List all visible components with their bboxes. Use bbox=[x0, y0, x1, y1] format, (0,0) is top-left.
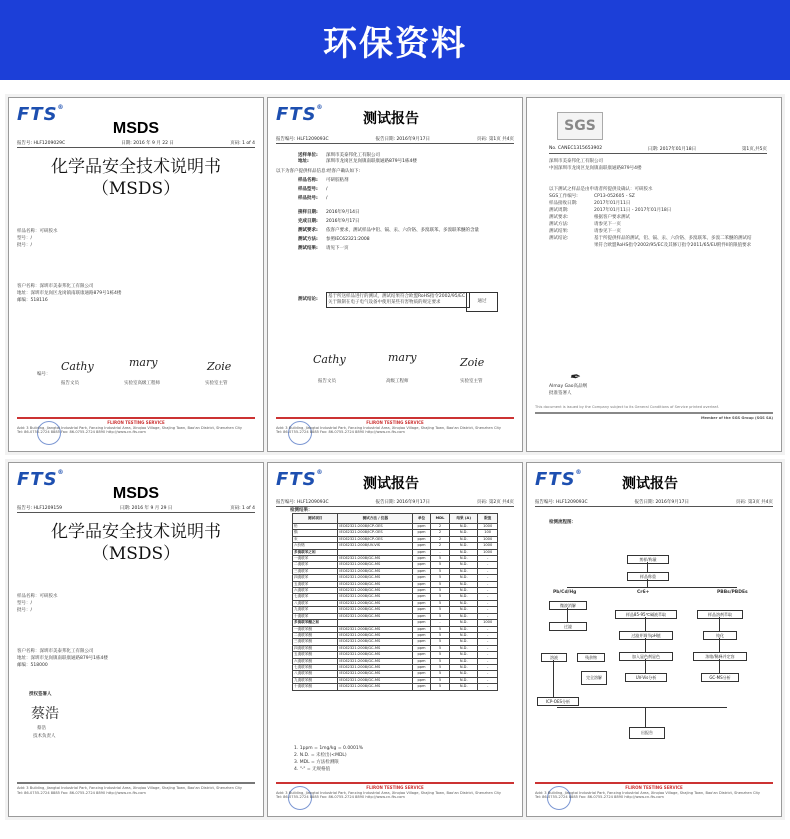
doc-title: 测试报告 bbox=[363, 111, 419, 127]
table-cell: 九溴联苯 bbox=[293, 607, 338, 613]
table-header: MDL bbox=[430, 514, 449, 524]
branch-3-label: PBBs/PBDEs bbox=[717, 590, 748, 595]
doc-title: 测试报告 bbox=[622, 476, 678, 492]
table-cell: IEC62321:2008/GC-MS bbox=[338, 562, 413, 568]
table-cell: IEC62321:2008/GC-MS bbox=[338, 632, 413, 638]
table-cell: - bbox=[478, 671, 498, 677]
doc-footer: FLIRON TESTING SERVICE Add: 3 Building, Jiangtai Industrial Park, Fanxing Industrial Area, Xinqiao Village, Shajing Town, Bao'an District, Shenzhen City Tel: 86-0755-2724 8885 Fax: 86-0755-2724 8890 http://www.cn-fts.com bbox=[276, 415, 514, 445]
table-cell: 十溴联苯醚 bbox=[293, 684, 338, 690]
table-cell: 5 bbox=[430, 562, 449, 568]
signer-label-2: 高级工程师 bbox=[386, 379, 409, 384]
test-report-page-2[interactable] bbox=[267, 462, 523, 817]
table-cell: 5 bbox=[430, 600, 449, 606]
table-header: 测试方法 / 仪器 bbox=[338, 514, 413, 524]
table-cell: 1000 bbox=[478, 620, 498, 626]
flow-b2-3: 加入显色剂显色 bbox=[619, 652, 673, 661]
doc-meta: 报告号: HLF1209159 日期: 2016 年 9 月 29 日 页码: 1 of 4 bbox=[17, 506, 255, 511]
table-cell: 九溴联苯醚 bbox=[293, 677, 338, 683]
msds-certificate-2[interactable] bbox=[8, 462, 264, 817]
sgs-test-report[interactable] bbox=[526, 97, 782, 452]
flow-b1-end: ICP-OES分析 bbox=[537, 697, 579, 706]
table-cell: 5 bbox=[430, 645, 449, 651]
table-cell: 汞 bbox=[293, 536, 338, 542]
prepared-label: 编号： bbox=[37, 372, 51, 377]
report-fields: 以下测试之样品是由申请者所提供及确认：可研胶水 SGS工作编号: CP13-052605 - SZ 样品接收日期: 2017年01月11日 测试周期: 2017年01月11日 - 2017年01月18日 测试要求: 根据客户要求测试 测试方法: 请参见下一页 测试结果: 请参见下一页 测试结论: 基于所提供样品的测试，铅、镉、汞、六价铬、多溴联苯、多溴二苯醚的测试结果符合欧盟RoHS指令2002/95/EC及其修订指令2011/65/EU附件II的限值要求 bbox=[549, 187, 752, 248]
table-cell: IEC62321:2008/GC-MS bbox=[338, 671, 413, 677]
flow-b2-end: UV-Vis分析 bbox=[625, 673, 667, 682]
table-cell: 5 bbox=[430, 594, 449, 600]
table-cell: ppm bbox=[413, 588, 431, 594]
table-cell: IEC62321:2008/GC-MS bbox=[338, 600, 413, 606]
table-cell: 5 bbox=[430, 568, 449, 574]
table-cell: 八溴联苯醚 bbox=[293, 671, 338, 677]
table-cell: - bbox=[478, 639, 498, 645]
conclusion-text: 基于所送样品进行的测试，测试结果符合欧盟RoHS指令2002/95/EC 关于限制在电子电气设备中使用某些有害物质的规定要求 bbox=[326, 292, 470, 308]
flow-b1-3a: 溶液 bbox=[541, 653, 567, 662]
table-cell: N.D. bbox=[450, 645, 478, 651]
flow-b3-end: GC-MS分析 bbox=[701, 673, 739, 682]
table-cell: IEC62321:2008/GC-MS bbox=[338, 588, 413, 594]
table-cell: 2 bbox=[430, 530, 449, 536]
table-cell: 五溴联苯 bbox=[293, 581, 338, 587]
table-cell: 5 bbox=[430, 575, 449, 581]
table-cell: 七溴联苯醚 bbox=[293, 664, 338, 670]
client-info: 深圳市美泰邦化工有限公司 中国深圳市龙岗区龙岗镇南联康通路879号4楼 bbox=[549, 159, 642, 171]
flow-b3-1: 样品溶剂萃取 bbox=[697, 610, 743, 619]
table-cell: N.D. bbox=[450, 607, 478, 613]
table-cell: ppm bbox=[413, 645, 431, 651]
table-cell: ppm bbox=[413, 562, 431, 568]
table-header: 单位 bbox=[413, 514, 431, 524]
flow-weigh: 样品称重 bbox=[627, 572, 669, 581]
table-row bbox=[293, 684, 498, 690]
flow-b1-2: 过滤 bbox=[549, 622, 587, 631]
cn-title: 化学品安全技术说明书 bbox=[51, 157, 221, 177]
table-cell: ppm bbox=[413, 639, 431, 645]
table-cell: N.D. bbox=[450, 556, 478, 562]
table-cell: ppm bbox=[413, 581, 431, 587]
table-cell: - bbox=[478, 556, 498, 562]
doc-meta: 报告号: HLF1209029C 日期: 2016 年 9 月 22 日 页码: 1 of 4 bbox=[17, 141, 255, 146]
table-cell: - bbox=[478, 664, 498, 670]
doc-footer: FLIRON TESTING SERVICE Add: 3 Building, Jiangtai Industrial Park, Fanxing Industrial Area, Xinqiao Village, Shajing Town, Bao'an District, Shenzhen City Tel: 86-0755-2724 8885 Fax: 86-0755-2724 8890 http://www.cn-fts.com bbox=[17, 415, 255, 445]
table-header: 测试项目 bbox=[293, 514, 338, 524]
table-header: 结果 (A) bbox=[450, 514, 478, 524]
table-cell: ppm bbox=[413, 652, 431, 658]
table-cell: 100 bbox=[478, 530, 498, 536]
table-cell: N.D. bbox=[450, 524, 478, 530]
flow-b1-3b: 残余物 bbox=[577, 653, 605, 662]
table-cell: - bbox=[478, 568, 498, 574]
test-report-page-3[interactable] bbox=[526, 462, 782, 817]
table-cell: 七溴联苯 bbox=[293, 594, 338, 600]
table-cell: IEC62321:2008/ICP-OES bbox=[338, 524, 413, 530]
flow-final: 出报告 bbox=[629, 727, 665, 739]
table-cell: IEC62321:2008/ICP-OES bbox=[338, 530, 413, 536]
signature: ✒ bbox=[569, 370, 580, 385]
branch-2-label: Cr6+ bbox=[637, 590, 650, 595]
table-cell: 铅 bbox=[293, 524, 338, 530]
section-label: 检测流程图： bbox=[549, 520, 576, 525]
signature: 蔡浩 bbox=[31, 706, 59, 722]
fts-logo: FTS® bbox=[276, 104, 324, 125]
table-cell: 五溴联苯醚 bbox=[293, 652, 338, 658]
table-cell: N.D. bbox=[450, 620, 478, 626]
branch-1-label: Pb/Cd/Hg bbox=[553, 590, 577, 595]
table-cell: IEC62321:2008/GC-MS bbox=[338, 575, 413, 581]
table-cell: N.D. bbox=[450, 652, 478, 658]
table-cell: ppm bbox=[413, 524, 431, 530]
conclusion-result: 通过 bbox=[466, 292, 498, 312]
auth-label: 授权签署人 bbox=[29, 692, 52, 697]
cn-title: 化学品安全技术说明书 bbox=[51, 522, 221, 542]
table-cell: 1000 bbox=[478, 543, 498, 549]
table-cell: 5 bbox=[430, 677, 449, 683]
table-cell: IEC62321:2008/GC-MS bbox=[338, 664, 413, 670]
table-cell: IEC62321:2008/UV-VIS bbox=[338, 543, 413, 549]
table-cell: IEC62321:2008/GC-MS bbox=[338, 677, 413, 683]
fts-logo: FTS® bbox=[17, 104, 65, 125]
table-cell: ppm bbox=[413, 620, 431, 626]
table-cell: - bbox=[478, 562, 498, 568]
table-cell: 1000 bbox=[478, 524, 498, 530]
signature-3: Zoie bbox=[207, 360, 232, 373]
banner-title: 环保资料 bbox=[323, 23, 467, 64]
doc-meta: 报告编号: HLF1209093C 报告日期: 2016年9月17日 页码: 第1页 共4页 bbox=[276, 137, 514, 142]
table-cell: 5 bbox=[430, 581, 449, 587]
table-cell: N.D. bbox=[450, 549, 478, 555]
table-cell: ppm bbox=[413, 549, 431, 555]
doc-footer: FLIRON TESTING SERVICE Add: 3 Building, Jiangtai Industrial Park, Fanxing Industrial Area, Xinqiao Village, Shajing Town, Bao'an District, Shenzhen City Tel: 86-0755-2724 8885 Fax: 86-0755-2724 8890 http://www.cn-fts.com bbox=[276, 780, 514, 810]
table-cell: N.D. bbox=[450, 568, 478, 574]
table-notes: 1. 1ppm = 1mg/kg = 0.0001% 2. N.D. = 未检出(<MDL) 3. MDL = 方法检测限 4. "-" = 无规格值 bbox=[294, 746, 364, 772]
table-cell: 2 bbox=[430, 524, 449, 530]
table-cell: IEC62321:2008/GC-MS bbox=[338, 645, 413, 651]
table-cell: N.D. bbox=[450, 613, 478, 619]
results-table bbox=[292, 513, 498, 691]
table-cell: 一溴联苯醚 bbox=[293, 626, 338, 632]
flow-b3-2: 纯化 bbox=[703, 631, 737, 640]
signature-2: mary bbox=[129, 356, 158, 369]
table-cell: N.D. bbox=[450, 632, 478, 638]
signer-label-2: 实验室高级工程师 bbox=[124, 381, 160, 386]
table-cell: N.D. bbox=[450, 677, 478, 683]
table-cell: 四溴联苯 bbox=[293, 575, 338, 581]
table-cell: 5 bbox=[430, 671, 449, 677]
signature-2: mary bbox=[388, 351, 417, 364]
table-cell: IEC62321:2008/GC-MS bbox=[338, 684, 413, 690]
table-cell: 二溴联苯醚 bbox=[293, 632, 338, 638]
table-cell: N.D. bbox=[450, 639, 478, 645]
table-cell: 十溴联苯 bbox=[293, 613, 338, 619]
table-cell: 镉 bbox=[293, 530, 338, 536]
table-cell: - bbox=[478, 626, 498, 632]
table-cell: 5 bbox=[430, 607, 449, 613]
signer-label-1: 报告文员 bbox=[61, 381, 79, 386]
doc-title: MSDS bbox=[112, 485, 160, 502]
table-cell: N.D. bbox=[450, 664, 478, 670]
sample-info: 样品名称：可研胶水 型号：/ 批号：/ bbox=[17, 594, 58, 613]
table-cell: 六价铬 bbox=[293, 543, 338, 549]
table-cell: IEC62321:2008/GC-MS bbox=[338, 556, 413, 562]
table-header: 限值 bbox=[478, 514, 498, 524]
sample-info: 样品名称：可研胶水 型号：/ 批号：/ bbox=[17, 229, 58, 248]
table-cell: 二溴联苯 bbox=[293, 562, 338, 568]
fts-logo: FTS® bbox=[535, 469, 583, 490]
signer-info: Almay Gao高品纲 批准签署人 bbox=[549, 384, 588, 396]
table-cell: - bbox=[478, 588, 498, 594]
fts-logo: FTS® bbox=[17, 469, 65, 490]
table-cell: 六溴联苯 bbox=[293, 588, 338, 594]
flow-b2-1: 样品85-95℃碱液萃取 bbox=[615, 610, 677, 619]
table-cell: 1000 bbox=[478, 549, 498, 555]
signature-1: Cathy bbox=[313, 353, 346, 366]
flow-start: 剪样/称量 bbox=[627, 555, 669, 564]
table-cell: IEC62321:2008/GC-MS bbox=[338, 626, 413, 632]
doc-title: 测试报告 bbox=[363, 476, 419, 492]
signer-name: 蔡浩 bbox=[37, 726, 46, 731]
table-cell: ppm bbox=[413, 575, 431, 581]
table-cell: ppm bbox=[413, 632, 431, 638]
table-cell: - bbox=[478, 632, 498, 638]
doc-footer: FLIRON TESTING SERVICE Add: 3 Building, Jiangtai Industrial Park, Fanxing Industrial Area, Xinqiao Village, Shajing Town, Bao'an District, Shenzhen City Tel: 86-0755-2724 8885 Fax: 86-0755-2724 8890 http://www.cn-fts.com bbox=[535, 780, 773, 810]
table-cell: 5 bbox=[430, 658, 449, 664]
table-cell: IEC62321:2008/GC-MS bbox=[338, 581, 413, 587]
table-cell: N.D. bbox=[450, 658, 478, 664]
table-cell: 5 bbox=[430, 588, 449, 594]
test-report-page-1[interactable] bbox=[267, 97, 523, 452]
table-cell: IEC62321:2008/ICP-OES bbox=[338, 536, 413, 542]
table-cell: IEC62321:2008/GC-MS bbox=[338, 652, 413, 658]
table-cell: ppm bbox=[413, 594, 431, 600]
report-fields: 送样单位: 深圳市美泰邦化工有限公司 地址: 深圳市龙岗区龙岗镇南联康通路879号1栋4楼 以下为客户提供样品信息:经客户确认如下: 样品名称: 可研胶粘剂 样品型号: / 样品批号: / 接样日期: 2016年9月14日 完成日期: 2016年9月17日 测试要求: 依客户要求，测试样品中铅、镉、汞、六价铬、多溴联苯、多溴联苯醚的含量 测试方法: 参照IEC62321:2008 测试结果: 请见下一页 bbox=[276, 153, 479, 251]
table-cell: - bbox=[478, 684, 498, 690]
table-cell: 多溴联苯醚之和 bbox=[293, 620, 338, 626]
table-cell: 2 bbox=[430, 536, 449, 542]
table-cell: ppm bbox=[413, 684, 431, 690]
table-cell: - bbox=[478, 575, 498, 581]
table-cell: 1000 bbox=[478, 536, 498, 542]
table-cell: - bbox=[478, 607, 498, 613]
table-cell: - bbox=[478, 677, 498, 683]
table-cell: N.D. bbox=[450, 671, 478, 677]
table-cell: - bbox=[430, 620, 449, 626]
page-banner bbox=[0, 0, 790, 80]
table-cell: IEC62321:2008/GC-MS bbox=[338, 639, 413, 645]
table-cell: 四溴联苯醚 bbox=[293, 645, 338, 651]
table-cell: N.D. bbox=[450, 543, 478, 549]
section-label: 检测结果： bbox=[290, 508, 313, 513]
doc-footer: Add: 3 Building, Jiangtai Industrial Park, Fanxing Industrial Area, Xinqiao Village, Shajing Town, Bao'an District, Shenzhen City Tel: 86-0755-2724 8885 Fax: 86-0755-2724 8890 http://www.cn-fts.com bbox=[17, 780, 255, 810]
signer-title: 技术负责人 bbox=[33, 734, 56, 739]
table-cell: ppm bbox=[413, 677, 431, 683]
conclusion-label: 测试结论: bbox=[298, 297, 318, 302]
cn-subtitle: （MSDS） bbox=[91, 544, 181, 564]
table-cell: 八溴联苯 bbox=[293, 600, 338, 606]
flow-b2-2: 过滤并调节pH值 bbox=[619, 631, 673, 640]
table-cell: 5 bbox=[430, 639, 449, 645]
flow-b3-3: 浓缩/稀释并定容 bbox=[693, 652, 747, 661]
table-cell: N.D. bbox=[450, 562, 478, 568]
table-cell: 5 bbox=[430, 556, 449, 562]
table-cell: 2 bbox=[430, 543, 449, 549]
table-cell: - bbox=[478, 594, 498, 600]
table-cell: ppm bbox=[413, 530, 431, 536]
table-cell: IEC62321:2008/GC-MS bbox=[338, 607, 413, 613]
signer-label-3: 实验室主管 bbox=[460, 379, 483, 384]
table-cell: 5 bbox=[430, 626, 449, 632]
table-cell: IEC62321:2008/GC-MS bbox=[338, 658, 413, 664]
table-cell: 5 bbox=[430, 652, 449, 658]
sgs-logo: SGS bbox=[557, 112, 603, 140]
doc-title: MSDS bbox=[112, 120, 160, 137]
table-cell: ppm bbox=[413, 613, 431, 619]
cn-subtitle: （MSDS） bbox=[91, 179, 181, 199]
flow-b1-1: 微波消解 bbox=[549, 601, 587, 610]
doc-footer: This document is issued by the Company subject to its General Conditions of Service printed overleaf. Member of the SGS Group (SGS SA) bbox=[535, 405, 773, 420]
table-cell: ppm bbox=[413, 536, 431, 542]
flow-b1-4: 完全溶解 bbox=[581, 671, 607, 685]
table-cell: 5 bbox=[430, 684, 449, 690]
table-cell: 5 bbox=[430, 613, 449, 619]
table-cell: ppm bbox=[413, 556, 431, 562]
table-cell: ppm bbox=[413, 626, 431, 632]
table-cell: - bbox=[478, 613, 498, 619]
table-cell: - bbox=[430, 549, 449, 555]
table-cell: ppm bbox=[413, 543, 431, 549]
table-cell: - bbox=[478, 658, 498, 664]
signer-label-3: 实验室主管 bbox=[205, 381, 228, 386]
table-cell: 三溴联苯醚 bbox=[293, 639, 338, 645]
table-cell: 5 bbox=[430, 632, 449, 638]
table-cell: N.D. bbox=[450, 684, 478, 690]
signature-1: Cathy bbox=[61, 360, 94, 373]
table-cell: ppm bbox=[413, 671, 431, 677]
table-cell: 一溴联苯 bbox=[293, 556, 338, 562]
table-cell: N.D. bbox=[450, 588, 478, 594]
table-cell: 六溴联苯醚 bbox=[293, 658, 338, 664]
table-cell: - bbox=[478, 600, 498, 606]
table-cell: IEC62321:2008/GC-MS bbox=[338, 594, 413, 600]
signature-3: Zoie bbox=[460, 356, 485, 369]
table-cell: IEC62321:2008/GC-MS bbox=[338, 568, 413, 574]
table-cell: - bbox=[478, 652, 498, 658]
table-cell: ppm bbox=[413, 568, 431, 574]
table-cell: N.D. bbox=[450, 530, 478, 536]
table-cell: N.D. bbox=[450, 626, 478, 632]
table-cell: N.D. bbox=[450, 594, 478, 600]
doc-meta: 报告编号: HLF1209093C 报告日期: 2016年9月17日 页码: 第3页 共4页 bbox=[535, 500, 773, 505]
client-info: 客户名称：深圳市美泰邦化工有限公司 地址：深圳市龙岗区龙岗镇南联康通路879号1栋4楼 邮编：518116 bbox=[17, 284, 122, 303]
table-cell: N.D. bbox=[450, 600, 478, 606]
table-cell: IEC62321:2008/GC-MS bbox=[338, 613, 413, 619]
table-cell: 5 bbox=[430, 664, 449, 670]
table-cell: N.D. bbox=[450, 581, 478, 587]
table-cell: ppm bbox=[413, 658, 431, 664]
table-cell: N.D. bbox=[450, 575, 478, 581]
msds-certificate-1[interactable] bbox=[8, 97, 264, 452]
signer-label-1: 报告文员 bbox=[318, 379, 336, 384]
table-cell: 多溴联苯之和 bbox=[293, 549, 338, 555]
fts-logo: FTS® bbox=[276, 469, 324, 490]
table-cell: ppm bbox=[413, 607, 431, 613]
table-cell: N.D. bbox=[450, 536, 478, 542]
doc-meta: 报告编号: HLF1209093C 报告日期: 2016年9月17日 页码: 第2页 共4页 bbox=[276, 500, 514, 505]
doc-meta: No. CANEC1315653902 日期: 2017年01月18日 第1页,共5页 bbox=[549, 146, 767, 152]
table-cell: 三溴联苯 bbox=[293, 568, 338, 574]
table-cell: ppm bbox=[413, 664, 431, 670]
table-cell: - bbox=[478, 645, 498, 651]
table-cell: - bbox=[478, 581, 498, 587]
table-cell: ppm bbox=[413, 600, 431, 606]
client-info: 客户名称：深圳市美泰邦化工有限公司 地址：深圳市龙岗镇南联康通路879号1栋4楼 邮编：518000 bbox=[17, 649, 108, 668]
